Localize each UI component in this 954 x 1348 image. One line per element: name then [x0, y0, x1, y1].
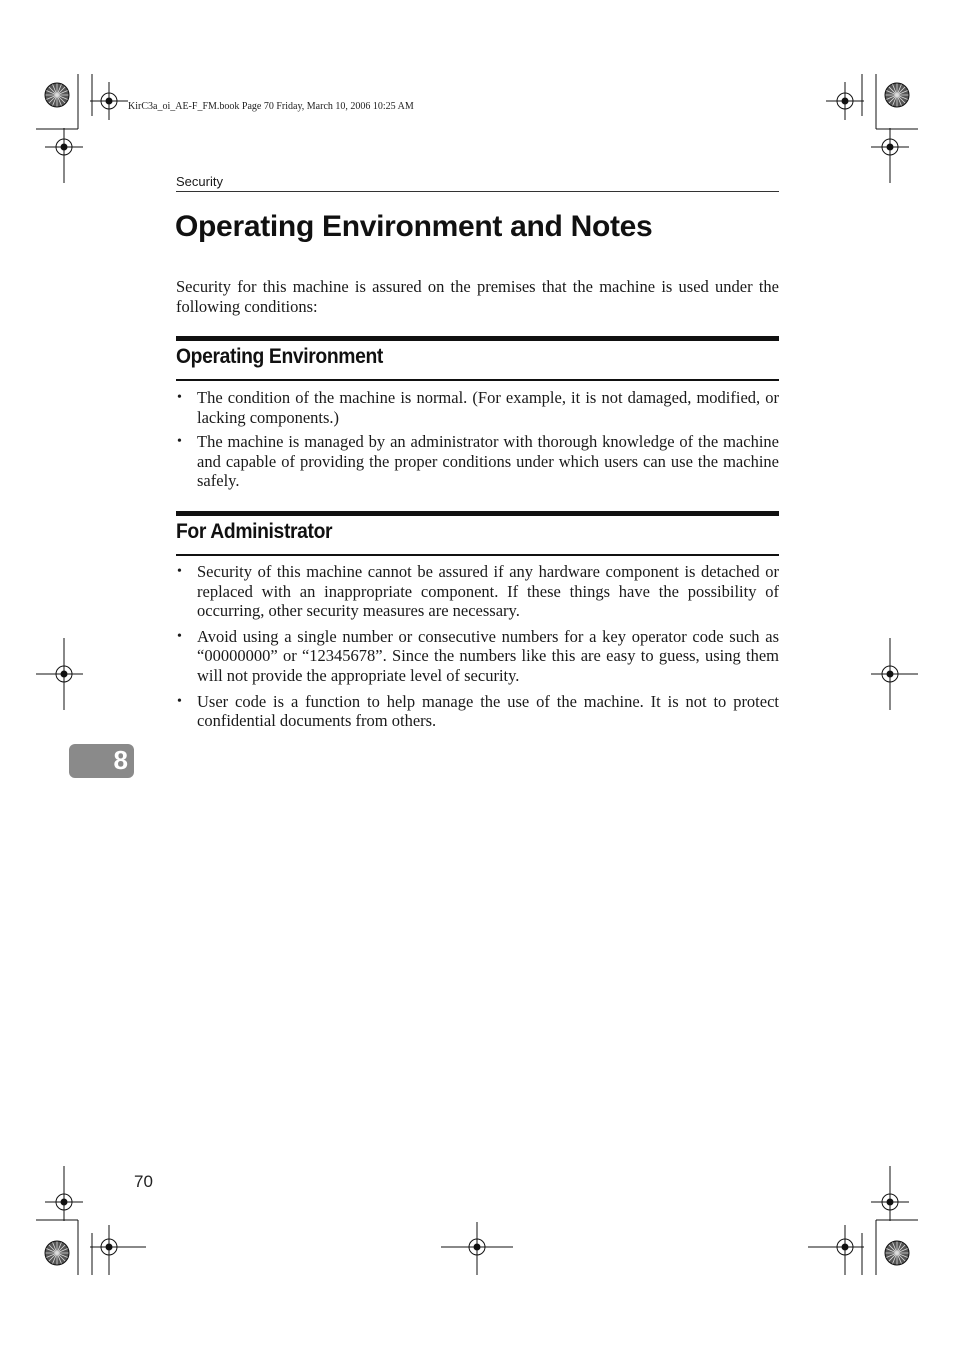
registration-target-icon — [826, 82, 864, 120]
color-wheel-icon — [885, 1241, 909, 1265]
list-item — [176, 388, 779, 427]
section-operating-environment — [176, 336, 779, 491]
list-item-text: Security of this machine cannot be assured if any hardware component is detached or replaced with an inappropriate component. If these things have the possibility of occurring, other security measures are necessary. — [197, 562, 779, 621]
color-wheel-icon — [45, 83, 69, 107]
registration-target-icon — [90, 82, 128, 120]
bullet-icon: • — [177, 628, 182, 644]
running-head: Security — [176, 174, 779, 192]
list-item — [176, 627, 779, 686]
intro-paragraph: Security for this machine is assured on the premises that the machine is used under the following conditions: — [176, 277, 779, 316]
chapter-number: 8 — [113, 745, 128, 775]
list-item — [176, 692, 779, 731]
color-wheel-icon — [885, 83, 909, 107]
list-item-text: The condition of the machine is normal. (For example, it is not damaged, modified, or lacking components.) — [197, 388, 779, 427]
bullet-icon: • — [177, 390, 182, 405]
section-heading: For Administrator — [176, 520, 333, 543]
section-header — [176, 336, 779, 381]
bullet-icon: • — [177, 564, 182, 579]
file-info: KirC3a_oi_AE-F_FM.book Page 70 Friday, March 10, 2006 10:25 AM — [128, 101, 414, 112]
list-item-text: Avoid using a single number or consecutive numbers for a key operator code such as “00000000” or “12345678”. Since the numbers like this are easy to guess, using them will not provide the appropriate level of security. — [197, 626, 779, 685]
bullet-icon: • — [177, 693, 182, 709]
page-number: 70 — [134, 1172, 153, 1191]
page-title: Operating Environment and Notes — [175, 210, 653, 243]
list-item-text: User code is a function to help manage the use of the machine. It is not to protect confidential documents from others. — [197, 691, 779, 731]
list-item — [176, 432, 779, 491]
list-item — [176, 562, 779, 621]
section-for-administrator — [176, 511, 779, 731]
bullet-list — [176, 562, 779, 731]
bullet-icon: • — [177, 434, 182, 450]
chapter-tab — [69, 744, 134, 778]
section-header — [176, 511, 779, 556]
list-item-text: The machine is managed by an administrator with thorough knowledge of the machine and capable of providing the proper conditions under which users can use the machine safely. — [197, 432, 779, 491]
section-heading: Operating Environment — [176, 345, 383, 368]
bullet-list — [176, 388, 779, 491]
color-wheel-icon — [45, 1241, 69, 1265]
